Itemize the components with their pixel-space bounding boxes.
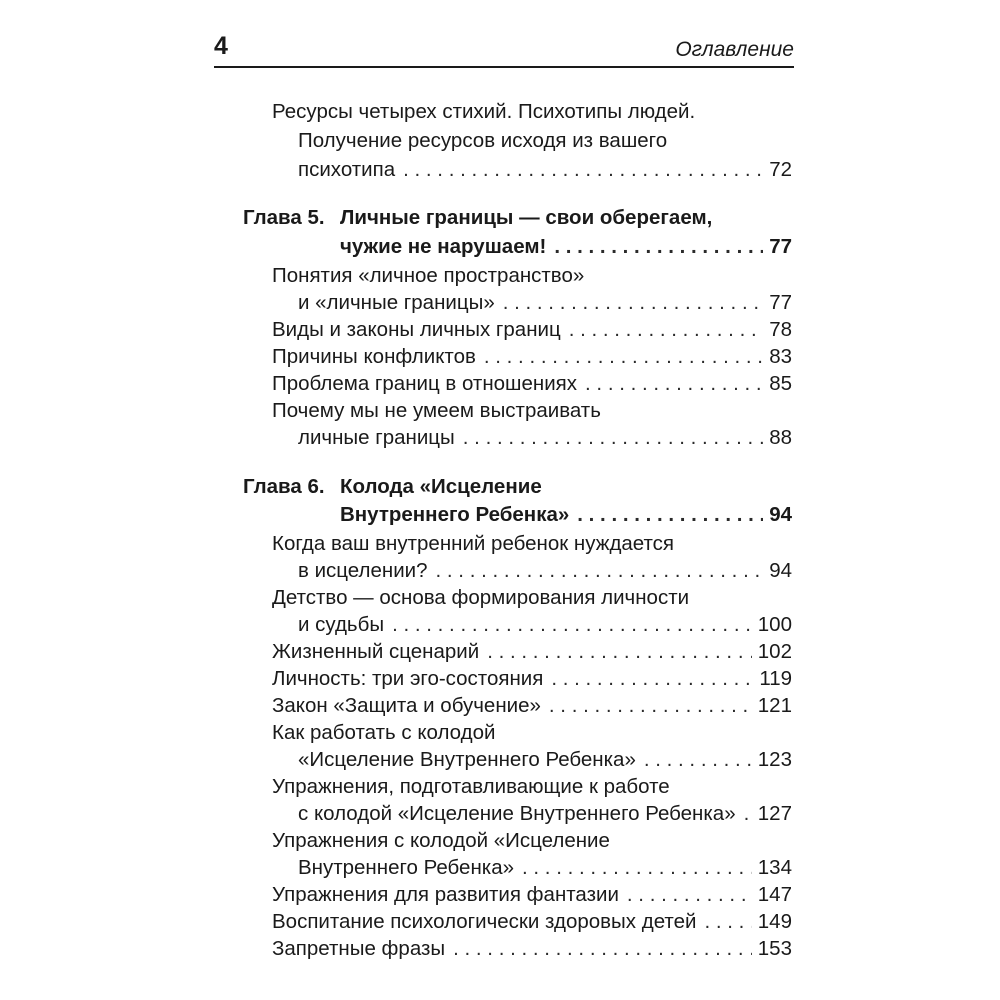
leader-dots [585, 369, 763, 399]
leader-dots [453, 934, 752, 964]
toc-entry[interactable]: Закон «Защита и обучение» . . . 121 [272, 691, 792, 721]
toc-page-number: 100 [757, 613, 792, 636]
toc-entry[interactable]: Виды и законы личных границ . . . 78 [272, 315, 792, 345]
toc-page-number: 123 [757, 748, 792, 771]
chapter-entry[interactable]: Внутреннего Ребенка» . . . 94 [340, 500, 792, 530]
toc-page-number: 153 [757, 937, 792, 960]
toc-page-number: 149 [757, 910, 792, 933]
toc-entry-line: Когда ваш внутренний ребенок нуждается [272, 532, 675, 555]
leader-dots [392, 610, 752, 640]
toc-entry[interactable]: Внутреннего Ребенка» . . . 134 [298, 853, 792, 883]
leader-dots [644, 745, 752, 775]
toc-page-number: 77 [769, 235, 792, 258]
toc-entry[interactable]: Воспитание психологически здоровых детей . . . 149 [272, 907, 792, 937]
leader-dots [744, 799, 752, 829]
toc-entry[interactable]: психотипа . . . 72 [298, 155, 792, 185]
toc-entry-line: Упражнения, подготавливающие к работе [272, 775, 670, 798]
leader-dots [503, 288, 763, 318]
toc-page-number: 127 [757, 802, 792, 825]
toc-entry[interactable]: и судьбы . . . 100 [298, 610, 792, 640]
toc-entry[interactable]: с колодой «Исцеление Внутреннего Ребенка» . . . 127 [298, 799, 792, 829]
toc-page-number: 72 [769, 158, 792, 181]
toc-page-number: 102 [757, 640, 792, 663]
toc-page-number: 85 [769, 372, 792, 395]
toc-page-number: 121 [757, 694, 792, 717]
toc-entry[interactable]: Личность: три эго-состояния . . . 119 [272, 664, 792, 694]
toc-page-number: 119 [759, 667, 792, 690]
leader-dots [436, 556, 764, 586]
leader-dots [522, 853, 752, 883]
leader-dots [627, 880, 752, 910]
leader-dots [569, 315, 763, 345]
leader-dots [487, 637, 752, 667]
chapter-entry[interactable]: чужие не нарушаем! . . . 77 [340, 232, 792, 262]
leader-dots [577, 500, 763, 530]
toc-entry-line: Как работать с колодой [272, 721, 496, 744]
toc-entry[interactable]: и «личные границы» . . . 77 [298, 288, 792, 318]
toc-entry-line: Упражнения с колодой «Исцеление [272, 829, 610, 852]
toc-entry-line: Детство — основа формирования личности [272, 586, 690, 609]
toc-entry[interactable]: личные границы . . . 88 [298, 423, 792, 453]
chapter-title-line: Личные границы — свои оберегаем, [340, 206, 713, 229]
toc-entry[interactable]: в исцелении? . . . 94 [298, 556, 792, 586]
page-number: 4 [214, 32, 228, 60]
chapter-title-line: Колода «Исцеление [340, 475, 542, 498]
toc-entry[interactable]: Запретные фразы . . . 153 [272, 934, 792, 964]
toc-page-number: 94 [769, 503, 792, 526]
toc-entry-line: Ресурсы четырех стихий. Психотипы людей. [272, 100, 696, 123]
toc-entry-line: Почему мы не умеем выстраивать [272, 399, 601, 422]
toc-entry[interactable]: Причины конфликтов . . . 83 [272, 342, 792, 372]
leader-dots [551, 664, 753, 694]
toc-entry-line: Понятия «личное пространство» [272, 264, 585, 287]
leader-dots [484, 342, 763, 372]
toc-entry[interactable]: Упражнения для развития фантазии . . . 147 [272, 880, 792, 910]
leader-dots [554, 232, 763, 262]
toc-page-number: 83 [769, 345, 792, 368]
chapter-label: Глава 6. [243, 475, 325, 498]
toc-entry[interactable]: «Исцеление Внутреннего Ребенка» . . . 123 [298, 745, 792, 775]
leader-dots [463, 423, 763, 453]
toc-page-number: 77 [769, 291, 792, 314]
toc-page-number: 88 [769, 426, 792, 449]
toc-entry[interactable]: Проблема границ в отношениях . . . 85 [272, 369, 792, 399]
toc-page-number: 147 [757, 883, 792, 906]
toc-page-number: 94 [769, 559, 792, 582]
leader-dots [704, 907, 751, 937]
toc-page-number: 78 [769, 318, 792, 341]
toc-page-number: 134 [757, 856, 792, 879]
running-title: Оглавление [675, 38, 794, 61]
toc-entry[interactable]: Жизненный сценарий . . . 102 [272, 637, 792, 667]
chapter-label: Глава 5. [243, 206, 325, 229]
toc-entry-line: Получение ресурсов исходя из вашего [298, 129, 668, 152]
leader-dots [403, 155, 763, 185]
leader-dots [549, 691, 752, 721]
